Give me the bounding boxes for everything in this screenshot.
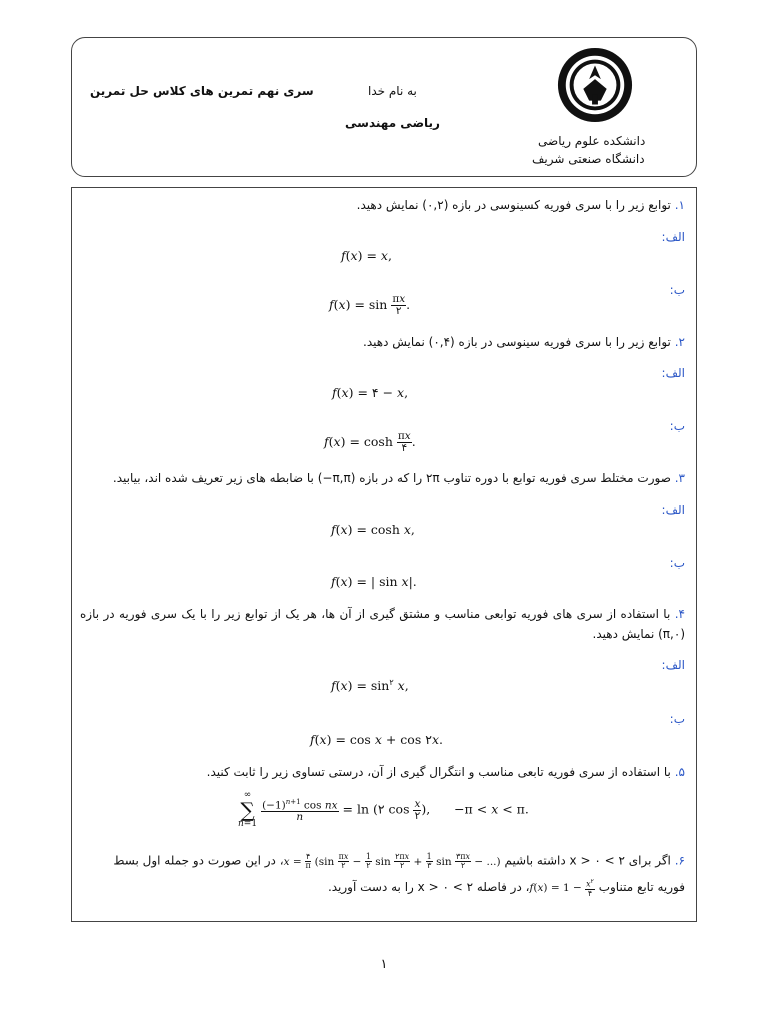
problem-text: صورت مختلط سری فوریه توابع با دوره تناوب ۲π را که در بازه (π,π−) با ضابطه های زیر تعریف شده اند، بیابید. [112,471,671,485]
problem-text: با استفاده از سری فوریه تابعی مناسب و انتگرال گیری از آن، درستی تساوی زیر را ثابت کنید. [206,765,671,779]
problem-text: توابع زیر را با سری فوریه کسینوسی در بازه (۰,۲) نمایش دهید. [356,198,671,212]
formula: $f(x) = \sin^۲ x$, [331,678,409,694]
problem-2 [363,335,685,349]
part-b-label: ب: [669,283,685,297]
part-a-label: الف: [661,366,685,380]
problem-text: توابع زیر را با سری فوریه سینوسی در بازه (۰,۴) نمایش دهید. [363,335,671,349]
problem-number: ۴. [674,607,685,621]
formula: f(x) = | sin x|. [331,574,417,589]
header-box [71,37,697,177]
problem-number: ۳. [674,471,685,485]
problem-number: ۵. [674,765,685,779]
part-a-label: الف: [661,658,685,672]
problem-1 [357,198,685,212]
formula: f(x) = x, [341,248,392,263]
page-title: سری نهم تمرین های کلاس حل تمرین [90,84,314,98]
page-number: ۱ [380,957,388,972]
formula: ∞ ∑ n=1 $\frac{(-1)^{n+1} \cos nx}{n}$ = ln (۲ cos $\frac{x}{۲}$ ), −π < x < π. [238,790,529,829]
part-b-label: ب: [669,556,685,570]
problem-text: در این صورت دو جمله اول بسط [113,853,276,868]
problem-text: اگر برای ۲ > x > ۰ داشته باشیم [504,853,671,868]
formula: f(x) = ۴ − x, [332,385,409,400]
course-title: ریاضی مهندسی [345,116,440,130]
problem-3 [113,471,685,485]
formula: f(x) = sin $\frac{\pi x}{۲}$ . [329,293,411,317]
problem-4 [80,604,685,644]
problem-text: با استفاده از سری های فوریه توابعی مناسب و مشتق گیری از آن ها، هر یک از توابع زیر را با یک سری فوریه در بازه (۰,π) نمایش دهید. [80,607,685,641]
formula: f(x) = cos x + cos ۲x. [310,732,443,747]
problem-text: در فاصله ۲ > x > ۰ را به دست آورید. [327,879,522,894]
formula: f(x) = 1 − $\frac{x^۲}{۴}$ [529,878,594,898]
problem-6-line-2: فوریه تابع متناوب f(x) = 1 − $\frac{x^۲}{۴}$ ، در فاصله ۲ > x > ۰ را به دست آورید. [327,878,685,898]
bismillah: به نام خدا [368,84,417,98]
formula: f(x) = cosh $\frac{\pi x}{۴}$ . [324,430,416,454]
part-b-label: ب: [669,419,685,433]
part-b-label: ب: [669,712,685,726]
problem-6-line-1: ۶. اگر برای ۲ > x > ۰ داشته باشیم x = $\frac{۴}{\pi}$ (sin $\frac{\pi x}{۲}$ − $\frac{1}{۲}$ sin $\frac{۲\pi x}{۲}$ + $\frac{1}{۳}$ sin $\frac{۳\pi x}{۲}$ − ...)، در این صورت دو جمله اول بسط [113,852,685,870]
formula: x = $\frac{۴}{\pi}$ (sin $\frac{\pi x}{۲}$ − $\frac{1}{۲}$ sin $\frac{۲\pi x}{۲}$ + $\frac{1}{۳}$ sin $\frac{۳\pi x}{۲}$ − ...) [283,852,501,870]
university-name: دانشگاه صنعتی شریف [532,152,645,166]
problem-5 [207,765,685,779]
faculty-name: دانشکده علوم ریاضی [538,134,646,148]
part-a-label: الف: [661,230,685,244]
problem-text: فوریه تابع متناوب [598,879,685,894]
part-a-label: الف: [661,503,685,517]
formula: f(x) = cosh x, [331,522,415,537]
problem-number: ۲. [674,335,685,349]
problem-number: ۱. [674,198,685,212]
university-logo [556,46,634,124]
problem-number: ۶. [674,853,685,868]
